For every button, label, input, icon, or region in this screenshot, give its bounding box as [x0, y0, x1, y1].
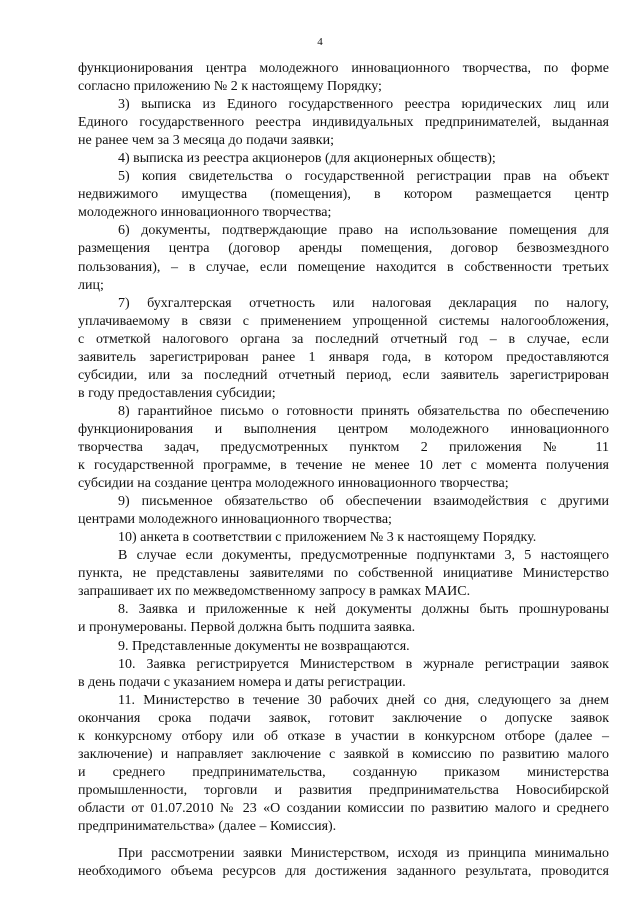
text-line: 4) выписка из реестра акционеров (для акционерных обществ);	[118, 151, 496, 167]
text-line: творчества задач, предусмотренных пунктом 2 приложения № 11	[78, 439, 609, 455]
page-number: 4	[317, 36, 323, 48]
text-line: пользования), – в случае, если помещение находится в собственности третьих	[78, 259, 609, 275]
text-line: предпринимательства» (далее – Комиссия).	[78, 818, 337, 834]
text-line: заявитель зарегистрирован ранее 1 января года, в котором предоставляются	[78, 349, 609, 365]
text-line: в день подачи с указанием номера и даты регистрации.	[78, 674, 406, 690]
text-line: 10) анкета в соответствии с приложением № 3 к настоящему Порядку.	[118, 530, 537, 546]
text-line: к конкурсному отбору или об отказе в участии в конкурсном отборе (далее –	[78, 728, 609, 744]
document-body	[78, 60, 609, 881]
text-line: 11. Министерство в течение 30 рабочих дней со дня, следующего за днем	[118, 692, 609, 708]
text-line: функционирования центра молодежного инновационного творчества, по форме	[78, 61, 609, 76]
text-line: 8) гарантийное письмо о готовности принять обязательства по обеспечению	[118, 403, 609, 419]
text-line: к государственной программе, в течение не менее 10 лет с момента получения	[78, 458, 609, 474]
text-line: уплачиваемому в связи с применением упрощенной системы налогообложения,	[78, 313, 609, 329]
text-line: 7) бухгалтерская отчетность или налоговая декларация по налогу,	[118, 295, 609, 311]
text-line: и пронумерованы. Первой должна быть подшита заявка.	[78, 620, 416, 636]
text-line: 9) письменное обязательство об обеспечении взаимодействия с другими	[118, 494, 609, 510]
text-line: субсидии на создание центра молодежного инновационного творчества;	[78, 476, 509, 492]
text-line: молодежного инновационного творчества;	[78, 205, 332, 221]
text-line: необходимого объема ресурсов для достижения заданного результата, проводится	[78, 864, 609, 880]
text-line: 10. Заявка регистрируется Министерством в журнале регистрации заявок	[118, 656, 609, 672]
text-line: размещения центра (договор аренды помещения, договор безвозмездного	[78, 241, 609, 257]
text-line: 5) копия свидетельства о государственной регистрации прав на объект	[118, 169, 609, 185]
text-line: 8. Заявка и приложенные к ней документы должны быть прошнурованы	[118, 602, 609, 618]
text-line: заключение) и направляет заключение с заявкой в комиссию по развитию малого	[78, 746, 609, 762]
text-line: 6) документы, подтверждающие право на использование помещения для	[118, 223, 609, 239]
text-line: 3) выписка из Единого государственного реестра юридических лиц или	[118, 97, 609, 113]
text-line: не ранее чем за 3 месяца до подачи заявки;	[78, 133, 334, 149]
text-line: субсидии, или за последний отчетный период, если заявитель зарегистрирован	[78, 367, 609, 383]
paragraph-gap	[78, 836, 609, 845]
text-line: центрами молодежного инновационного творчества;	[78, 512, 392, 528]
text-line: в году предоставления субсидии;	[78, 385, 276, 401]
text-line: и среднего предпринимательства, созданную приказом министерства	[78, 764, 609, 780]
text-line: недвижимого имущества (помещения), в котором размещается центр	[78, 187, 609, 203]
text-line: согласно приложению № 2 к настоящему Порядку;	[78, 79, 382, 95]
text-line: области от 01.07.2010 № 23 «О создании комиссии по развитию малого и среднего	[78, 800, 609, 816]
text-line: запрашивает их по межведомственному запросу в рамках МАИС.	[78, 584, 471, 600]
text-line: пункта, не представлены заявителями по собственной инициативе Министерство	[78, 566, 609, 582]
text-line: лиц;	[78, 277, 104, 293]
text-line: промышленности, торговли и развития предпринимательства Новосибирской	[78, 782, 609, 798]
text-line: В случае если документы, предусмотренные подпунктами 3, 5 настоящего	[118, 548, 609, 564]
text-line: окончания срока подачи заявок, готовит заключение о допуске заявок	[78, 710, 609, 726]
text-line: При рассмотрении заявки Министерством, исходя из принципа минимально	[118, 846, 609, 862]
text-line: функционирования и выполнения центром молодежного инновационного	[78, 421, 609, 437]
text-line: 9. Представленные документы не возвращаются.	[118, 638, 410, 654]
text-line: Единого государственного реестра индивидуальных предпринимателей, выданная	[78, 115, 609, 131]
text-line: с отметкой налогового органа за последний отчетный год – в случае, если	[78, 331, 609, 347]
